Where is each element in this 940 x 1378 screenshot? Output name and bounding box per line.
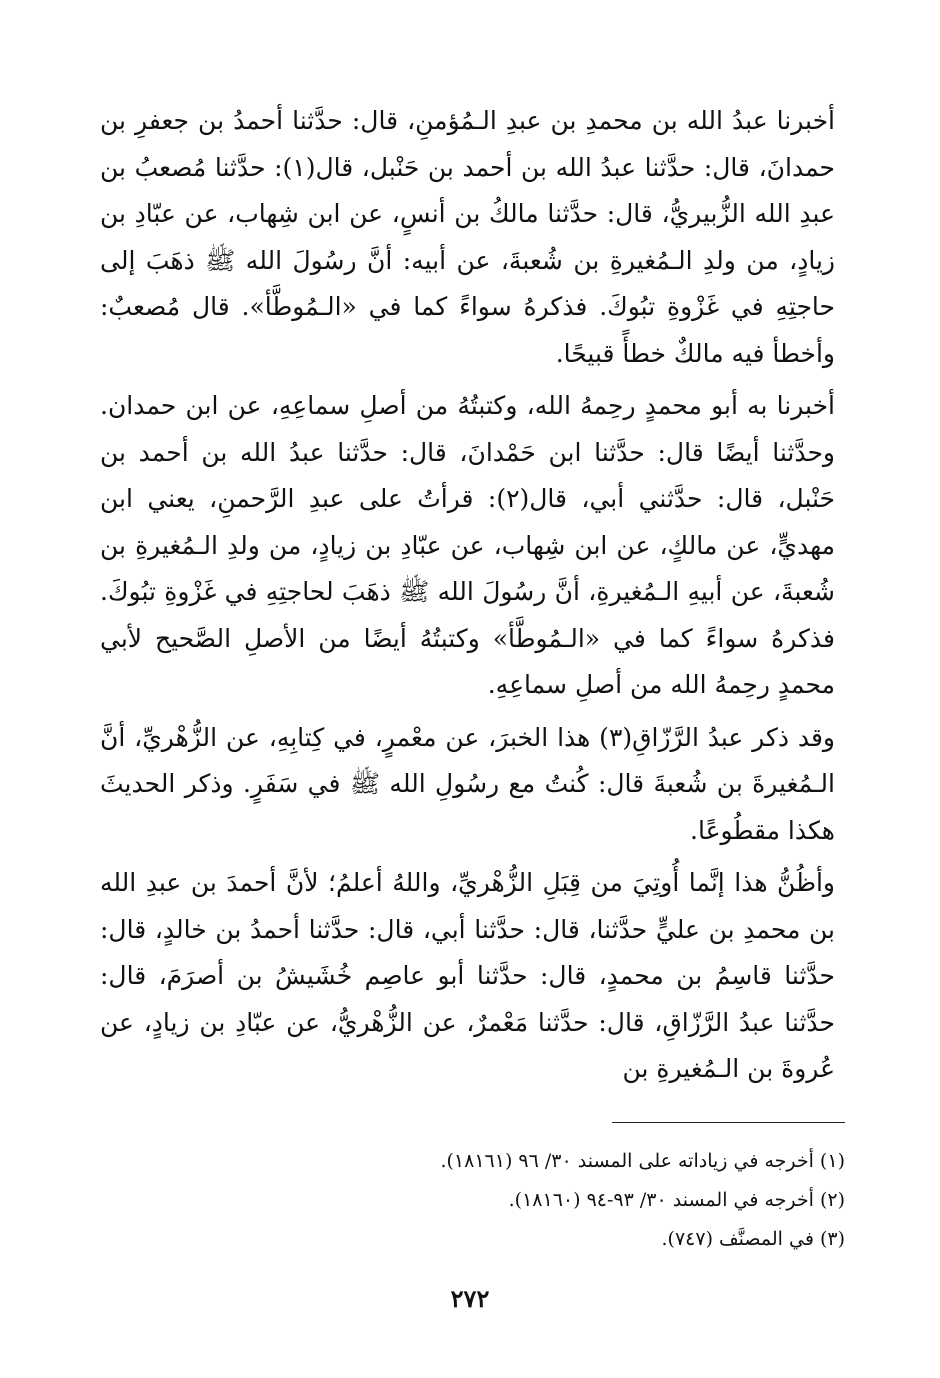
paragraph-2: أخبرنا به أبو محمدٍ رحِمهُ الله، وكتبتُهُ من أصلِ سماعِهِ، عن ابن حمدان. وحدَّثنا أيضًا قال: حدَّثنا ابن حَمْدانَ، قال: حدَّثنا عبدُ الله بن أحمد بن حَنْبل، قال: حدَّثني أبي، قال(٢): قرأتُ على عبدِ الرَّحمنِ، يعني ابن مهديٍّ، عن مالكٍ، عن ابن شِهاب، عن عبّادِ بن زيادٍ، من ولدِ الـمُغيرةِ بن شُعبةَ، عن أبيهِ الـمُغيرةِ، أنَّ رسُولَ الله ﷺ ذهَبَ لحاجتِهِ في غَزْوةِ تبُوكَ. فذكرهُ سواءً كما في «الـمُوطَّأ» وكتبتُهُ أيضًا من الأصلِ الصَّحيح لأبي محمدٍ رحِمهُ الله من أصلِ سماعِهِ. (100, 391, 835, 699)
paragraph-3: وقد ذكر عبدُ الرَّزّاقِ(٣) هذا الخبرَ، عن معْمرٍ، في كِتابِهِ، عن الزُّهْريِّ، أنَّ الـمُغيرةَ بن شُعبةَ قال: كُنتُ مع رسُولِ الله ﷺ في سَفَرٍ. وذكر الحديثَ هكذا مقطُوعًا. (100, 722, 835, 845)
main-text (100, 98, 835, 1093)
page-number: ٢٧٢ (450, 1284, 490, 1313)
footnote-2: (٢) أخرجه في المسند ٣٠/ ٩٣-٩٤ (١٨١٦٠). (508, 1189, 845, 1211)
footnote-3: (٣) في المصنَّف (٧٤٧). (661, 1228, 845, 1250)
paragraph-1: أخبرنا عبدُ الله بن محمدِ بن عبدِ الـمُؤمنِ، قال: حدَّثنا أحمدُ بن جعفرِ بن حمدانَ، قال: حدَّثنا عبدُ الله بن أحمد بن حَنْبل، قال(١): حدَّثنا مُصعبُ بن عبدِ الله الزُّبيريُّ، قال: حدَّثنا مالكُ بن أنسٍ، عن ابن شِهاب، عن عبّادِ بن زيادٍ، من ولدِ الـمُغيرةِ بن شُعبةَ، عن أبيه: أنَّ رسُولَ الله ﷺ ذهَبَ إلى حاجتِهِ في غَزْوةِ تبُوكَ. فذكرهُ سواءً كما في «الـمُوطَّأ». قال مُصعبٌ: وأخطأ فيه مالكٌ خطأً قبيحًا. (100, 106, 835, 368)
footnotes (100, 1142, 845, 1259)
footnote-1: (١) أخرجه في زياداته على المسند ٣٠/ ٩٦ (١٨١٦١). (440, 1150, 845, 1172)
paragraph-4: وأظُنُّ هذا إنَّما أُوتِيَ من قِبَلِ الزُّهْريِّ، واللهُ أعلمُ؛ لأنَّ أحمدَ بن عبدِ الله بن محمدِ بن عليٍّ حدَّثنا، قال: حدَّثنا أبي، قال: حدَّثنا أحمدُ بن خالدٍ، قال: حدَّثنا قاسِمُ بن محمدٍ، قال: حدَّثنا أبو عاصِم خُشَيشُ بن أصرَمَ، قال: حدَّثنا عبدُ الرَّزّاقِ، قال: حدَّثنا مَعْمرٌ، عن الزُّهْريُّ، عن عبّادِ بن زيادٍ، عن عُروةَ بن الـمُغيرةِ بن (100, 868, 835, 1083)
footnote-divider (612, 1122, 845, 1123)
